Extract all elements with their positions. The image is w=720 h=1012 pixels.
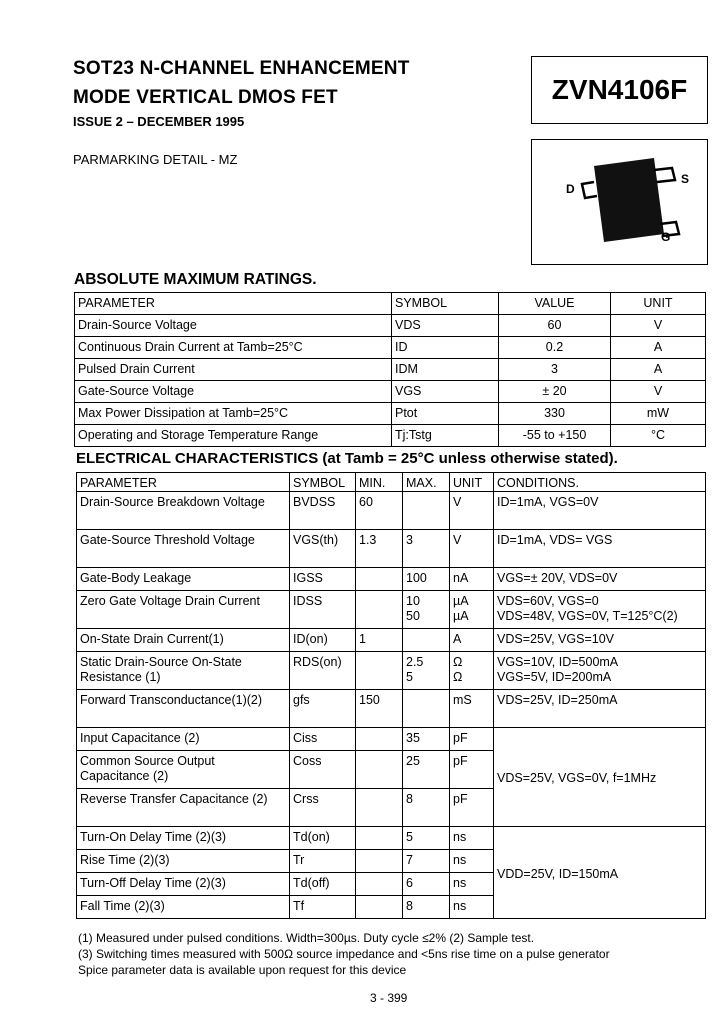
symbol-cell: IGSS <box>290 568 356 591</box>
table-header-row <box>75 293 706 315</box>
table-row <box>75 381 706 403</box>
symbol-cell: gfs <box>290 690 356 728</box>
conditions-cell: VDS=25V, ID=250mA <box>494 690 706 728</box>
header-value: VALUE <box>499 293 611 315</box>
sot23-package-icon <box>532 140 709 266</box>
max-cell: 100 <box>403 568 450 591</box>
header-parameter: PARAMETER <box>77 473 290 492</box>
conditions-cell: VDD=25V, ID=150mA <box>494 827 706 919</box>
symbol-cell: Td(on) <box>290 827 356 850</box>
title-line-1: SOT23 N-CHANNEL ENHANCEMENT <box>73 58 410 79</box>
table-row <box>75 425 706 447</box>
parameter-cell: Turn-On Delay Time (2)(3) <box>77 827 290 850</box>
marking-detail: PARMARKING DETAIL - MZ <box>73 152 238 167</box>
parameter-cell: Continuous Drain Current at Tamb=25°C <box>75 337 392 359</box>
symbol-cell: RDS(on) <box>290 652 356 690</box>
unit-cell: ns <box>450 896 494 919</box>
table-row <box>77 728 706 751</box>
parameter-cell: Pulsed Drain Current <box>75 359 392 381</box>
parameter-cell: Turn-Off Delay Time (2)(3) <box>77 873 290 896</box>
min-cell <box>356 789 403 827</box>
header-symbol: SYMBOL <box>290 473 356 492</box>
max-cell: 8 <box>403 896 450 919</box>
unit-cell: Ω Ω <box>450 652 494 690</box>
parameter-cell: Fall Time (2)(3) <box>77 896 290 919</box>
unit-cell: V <box>450 492 494 530</box>
max-cell <box>403 492 450 530</box>
electrical-body <box>77 492 706 919</box>
min-cell <box>356 652 403 690</box>
electrical-table <box>76 472 706 919</box>
symbol-cell: IDSS <box>290 591 356 629</box>
min-cell: 1.3 <box>356 530 403 568</box>
conditions-cell: ID=1mA, VDS= VGS <box>494 530 706 568</box>
header-unit: UNIT <box>611 293 706 315</box>
parameter-cell: Static Drain-Source On-State Resistance (1) <box>77 652 290 690</box>
max-cell: 5 <box>403 827 450 850</box>
max-cell: 6 <box>403 873 450 896</box>
table-row <box>77 591 706 629</box>
symbol-cell: Crss <box>290 789 356 827</box>
symbol-cell: Tr <box>290 850 356 873</box>
symbol-cell: Ciss <box>290 728 356 751</box>
table-row <box>75 337 706 359</box>
parameter-cell: Gate-Source Voltage <box>75 381 392 403</box>
absolute-ratings-body <box>75 315 706 447</box>
unit-cell: A <box>611 359 706 381</box>
max-cell <box>403 690 450 728</box>
unit-cell: ns <box>450 873 494 896</box>
max-cell: 7 <box>403 850 450 873</box>
max-cell <box>403 629 450 652</box>
max-cell: 3 <box>403 530 450 568</box>
table-row <box>77 827 706 850</box>
unit-cell: pF <box>450 789 494 827</box>
part-number-box <box>531 56 708 124</box>
max-cell: 2.5 5 <box>403 652 450 690</box>
parameter-cell: Gate-Body Leakage <box>77 568 290 591</box>
package-diagram <box>531 139 708 265</box>
symbol-cell: ID <box>392 337 499 359</box>
min-cell <box>356 728 403 751</box>
symbol-cell: Td(off) <box>290 873 356 896</box>
unit-cell: pF <box>450 751 494 789</box>
min-cell <box>356 896 403 919</box>
value-cell: -55 to +150 <box>499 425 611 447</box>
unit-cell: pF <box>450 728 494 751</box>
pin-s-label: S <box>681 172 690 186</box>
unit-cell: ns <box>450 850 494 873</box>
unit-cell: mS <box>450 690 494 728</box>
page-number: 3 - 399 <box>370 991 408 1005</box>
min-cell <box>356 751 403 789</box>
symbol-cell: Tj:Tstg <box>392 425 499 447</box>
pin-d-label: D <box>566 182 575 196</box>
unit-cell: A <box>611 337 706 359</box>
symbol-cell: BVDSS <box>290 492 356 530</box>
value-cell: 330 <box>499 403 611 425</box>
unit-cell: ns <box>450 827 494 850</box>
unit-cell: µA µA <box>450 591 494 629</box>
table-row <box>75 359 706 381</box>
parameter-cell: Common Source Output Capacitance (2) <box>77 751 290 789</box>
header-min: MIN. <box>356 473 403 492</box>
conditions-cell: VDS=25V, VGS=10V <box>494 629 706 652</box>
part-number: ZVN4106F <box>551 74 688 105</box>
min-cell <box>356 850 403 873</box>
min-cell: 150 <box>356 690 403 728</box>
min-cell <box>356 568 403 591</box>
parameter-cell: Zero Gate Voltage Drain Current <box>77 591 290 629</box>
parameter-cell: Reverse Transfer Capacitance (2) <box>77 789 290 827</box>
symbol-cell: VGS <box>392 381 499 403</box>
title-line-2: MODE VERTICAL DMOS FET <box>73 87 338 108</box>
max-cell: 35 <box>403 728 450 751</box>
issue-date: ISSUE 2 – DECEMBER 1995 <box>73 114 245 129</box>
header-max: MAX. <box>403 473 450 492</box>
footnote-1: (1) Measured under pulsed conditions. Width=300µs. Duty cycle ≤2% (2) Sample test. <box>78 931 535 945</box>
parameter-cell: Max Power Dissipation at Tamb=25°C <box>75 403 392 425</box>
symbol-cell: Ptot <box>392 403 499 425</box>
header-symbol: SYMBOL <box>392 293 499 315</box>
unit-cell: V <box>450 530 494 568</box>
max-cell: 10 50 <box>403 591 450 629</box>
unit-cell: mW <box>611 403 706 425</box>
min-cell: 1 <box>356 629 403 652</box>
parameter-cell: Drain-Source Voltage <box>75 315 392 337</box>
parameter-cell: Rise Time (2)(3) <box>77 850 290 873</box>
parameter-cell: Drain-Source Breakdown Voltage <box>77 492 290 530</box>
table-row <box>77 530 706 568</box>
unit-cell: V <box>611 381 706 403</box>
table-row <box>77 568 706 591</box>
symbol-cell: ID(on) <box>290 629 356 652</box>
conditions-cell: VGS=± 20V, VDS=0V <box>494 568 706 591</box>
conditions-cell: VDS=60V, VGS=0 VDS=48V, VGS=0V, T=125°C(2) <box>494 591 706 629</box>
unit-cell: °C <box>611 425 706 447</box>
parameter-cell: Forward Transconductance(1)(2) <box>77 690 290 728</box>
unit-cell: V <box>611 315 706 337</box>
pin-g-label: G <box>661 230 671 244</box>
conditions-cell: ID=1mA, VGS=0V <box>494 492 706 530</box>
min-cell <box>356 873 403 896</box>
table-row <box>75 315 706 337</box>
conditions-cell: VGS=10V, ID=500mA VGS=5V, ID=200mA <box>494 652 706 690</box>
conditions-cell: VDS=25V, VGS=0V, f=1MHz <box>494 728 706 827</box>
min-cell <box>356 591 403 629</box>
footnote-3: Spice parameter data is available upon request for this device <box>78 963 407 977</box>
value-cell: 60 <box>499 315 611 337</box>
symbol-cell: VDS <box>392 315 499 337</box>
parameter-cell: Input Capacitance (2) <box>77 728 290 751</box>
min-cell <box>356 827 403 850</box>
value-cell: 3 <box>499 359 611 381</box>
absolute-ratings-title: ABSOLUTE MAXIMUM RATINGS. <box>74 271 317 288</box>
symbol-cell: VGS(th) <box>290 530 356 568</box>
min-cell: 60 <box>356 492 403 530</box>
header-unit: UNIT <box>450 473 494 492</box>
symbol-cell: Coss <box>290 751 356 789</box>
table-row <box>77 690 706 728</box>
header-parameter: PARAMETER <box>75 293 392 315</box>
electrical-title: ELECTRICAL CHARACTERISTICS (at Tamb = 25°C unless otherwise stated). <box>76 450 618 467</box>
symbol-cell: IDM <box>392 359 499 381</box>
value-cell: ± 20 <box>499 381 611 403</box>
max-cell: 25 <box>403 751 450 789</box>
symbol-cell: Tf <box>290 896 356 919</box>
max-cell: 8 <box>403 789 450 827</box>
footnote-2: (3) Switching times measured with 500Ω source impedance and <5ns rise time on a pulse generator <box>78 947 610 961</box>
table-header-row <box>77 473 706 492</box>
table-row <box>77 652 706 690</box>
value-cell: 0.2 <box>499 337 611 359</box>
unit-cell: A <box>450 629 494 652</box>
table-row <box>77 492 706 530</box>
parameter-cell: Gate-Source Threshold Voltage <box>77 530 290 568</box>
unit-cell: nA <box>450 568 494 591</box>
table-row <box>75 403 706 425</box>
table-row <box>77 629 706 652</box>
header-conditions: CONDITIONS. <box>494 473 706 492</box>
absolute-ratings-table <box>74 292 706 447</box>
parameter-cell: On-State Drain Current(1) <box>77 629 290 652</box>
parameter-cell: Operating and Storage Temperature Range <box>75 425 392 447</box>
